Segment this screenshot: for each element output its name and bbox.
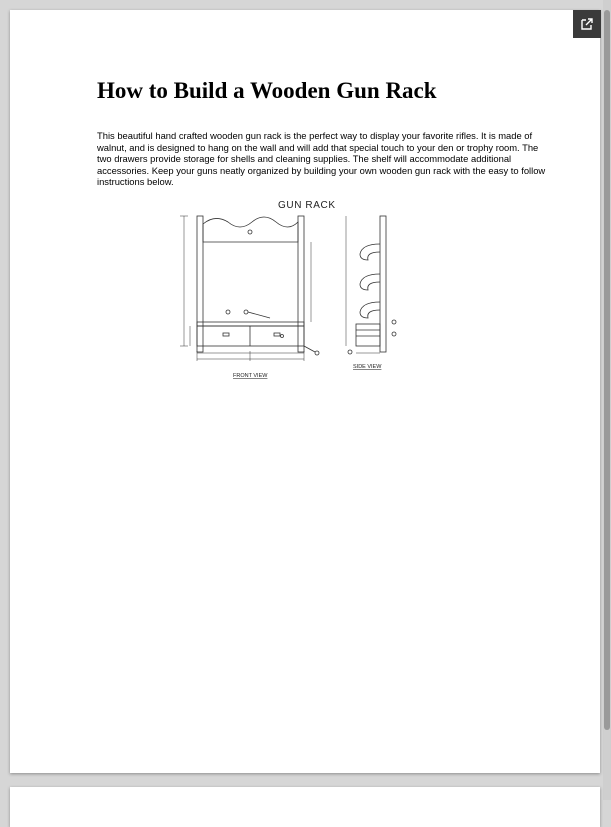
side-view <box>346 216 396 354</box>
side-view-label: SIDE VIEW <box>353 364 382 370</box>
scrollbar[interactable] <box>603 0 611 800</box>
drawing-title: GUN RACK <box>278 200 336 211</box>
next-document-page <box>10 787 600 827</box>
open-in-new-icon <box>580 17 594 31</box>
front-view <box>180 216 319 361</box>
document-page <box>10 10 600 773</box>
front-view-label: FRONT VIEW <box>233 373 268 379</box>
document-title: How to Build a Wooden Gun Rack <box>97 78 437 103</box>
gun-rack-drawing <box>170 196 430 381</box>
popout-button[interactable] <box>573 10 601 38</box>
intro-paragraph: This beautiful hand crafted wooden gun rack is the perfect way to display your favorite rifles. It is made of walnut, and is designed to hang on the wall and will add that special touch to your den or trophy room. The two drawers provide storage for shells and cleaning supplies. The shelf will accommodate additional accessories. Keep your guns neatly organized by building your own wooden gun rack with the easy to follow instructions below. <box>97 130 546 188</box>
scrollbar-thumb[interactable] <box>604 10 610 730</box>
